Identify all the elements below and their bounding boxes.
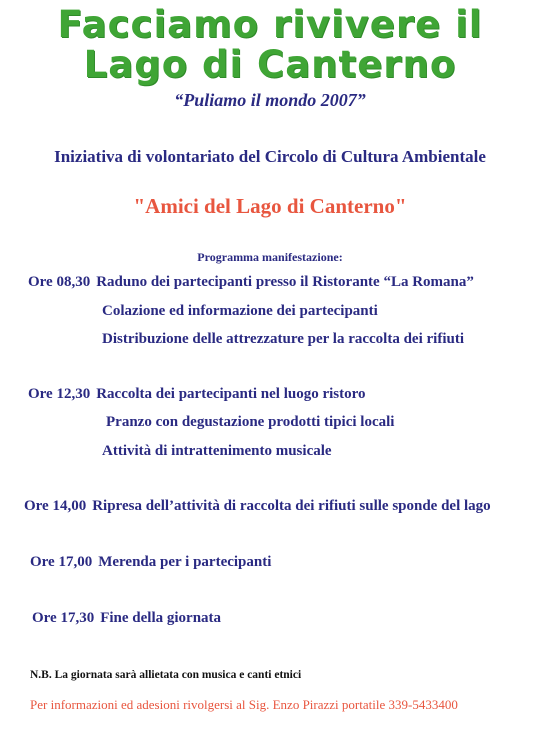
initiative-text: Iniziativa di volontariato del Circolo di Cultura Ambientale — [54, 147, 486, 166]
program-entry-1-activity-2: Colazione ed informazione dei partecipanti — [102, 303, 378, 319]
title-line-2: Lago di Canterno — [83, 43, 457, 86]
entry-activity: Raccolta dei partecipanti nel luogo ristoro — [96, 386, 366, 402]
program-entry-4 — [30, 554, 271, 571]
entry-time: Ore 17,00 — [30, 554, 93, 570]
entry-activity: Ripresa dell’attività di raccolta dei rifiuti sulle sponde del lago — [92, 498, 491, 514]
program-entry-3 — [24, 498, 491, 515]
entry-time: Ore 17,30 — [32, 610, 95, 626]
program-heading: Programma manifestazione: — [197, 250, 343, 264]
entry-time: Ore 14,00 — [24, 498, 87, 514]
entry-time: Ore 08,30 — [28, 274, 91, 290]
program-entry-2 — [28, 386, 366, 403]
contact-info: Per informazioni ed adesioni rivolgersi al Sig. Enzo Pirazzi portatile 339-5433400 — [30, 697, 458, 712]
program-entry-2-activity-2: Pranzo con degustazione prodotti tipici locali — [106, 414, 395, 430]
footer-note: N.B. La giornata sarà allietata con musica e canti etnici — [30, 669, 302, 681]
program-entry-5 — [32, 610, 221, 627]
event-subtitle: “Puliamo il mondo 2007” — [174, 90, 366, 110]
program-entry-1 — [28, 274, 474, 291]
entry-activity: Merenda per i partecipanti — [98, 554, 272, 570]
title-line-1: Facciamo rivivere il — [57, 3, 483, 46]
association-name: "Amici del Lago di Canterno" — [133, 194, 407, 218]
entry-time: Ore 12,30 — [28, 386, 91, 402]
entry-activity: Fine della giornata — [100, 610, 222, 626]
entry-activity: Raduno dei partecipanti presso il Ristorante “La Romana” — [96, 274, 474, 290]
program-entry-2-activity-3: Attività di intrattenimento musicale — [102, 443, 332, 459]
program-entry-1-activity-3: Distribuzione delle attrezzature per la raccolta dei rifiuti — [102, 331, 464, 347]
